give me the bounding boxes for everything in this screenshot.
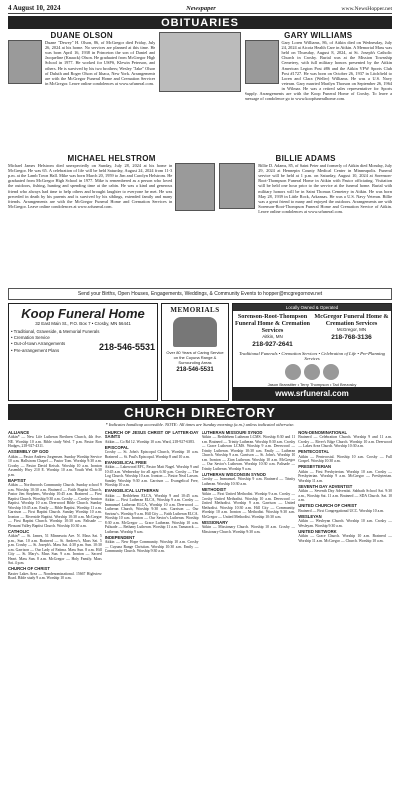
memorials-sub: Over 80 Years of Caring Service on the Cuyuna Range & Surrounding Areas xyxy=(166,350,224,365)
church-directory-banner: CHURCH DIRECTORY xyxy=(8,404,392,420)
obituaries-bottom xyxy=(8,155,392,285)
obituary-blank xyxy=(159,32,240,152)
denomination-heading: BAPTIST xyxy=(8,477,26,483)
church-directory xyxy=(8,429,392,788)
church-column xyxy=(298,429,392,788)
denomination-heading: MISSIONARY xyxy=(201,519,228,525)
denomination-heading: CATHOLIC xyxy=(8,528,30,534)
obituary-text: Billie D. Adams, 85, of Saint Peter and formerly of Aitkin died Monday, July 29, 2024 at Hennepin County Medical Center in Minneapolis. Funeral service will be held at 1 p.m. on Saturday, August 10, 2024 at Sorenson-Root-Thompson Funeral Home in Aitkin with Pastor officiating. Visitation will be held one hour prior to the service at the funeral home. Burial with military honors will be in Saint Thomas Cemetery in Aitkin. He was born May 28, 1939 in Little Rock, Arkansas. He was a U.S. Navy Veteran. Billie was a great friend to many and enjoyed the outdoors. Arrangements are with Sorenson-Root-Thompson Funeral Home and Cremation Service of Aitkin. Leave online condolences at www.srfuneral.com. xyxy=(258,163,392,214)
staff-photo xyxy=(323,364,339,380)
church-listing: Aitkin — Wesleyan Church. Worship 10 a.m. Crosby — Wesleyan. Worship 9:30 a.m. xyxy=(298,519,392,528)
home-name: Sorenson-Root-Thompson Funeral Home & Cremation Services xyxy=(235,313,310,334)
church-note: * Indicates handicap accessible. NOTE: All times are Sunday morning (a.m.) unless indicated otherwise. xyxy=(105,422,295,427)
denomination-heading: PENTECOSTAL xyxy=(298,449,330,454)
church-listing: Aitkin — Bethlehem Lutheran LCMS. Worship 8:30 and 11 a.m. Brainerd — Trinity Lutheran. Worship 8:30 a.m. Crosby — Grace Lutheran LCMS. Worship 9 a.m. Deerwood — Trinity Lutheran. Worship 10:30 a.m. Emily — Lutheran Church. Worship 9 a.m. Garrison — St. John's. Worship 10 a.m. Ironton — Zion Lutheran. Worship 10 a.m. McGregor — Our Savior's Lutheran. Worship 10:30 a.m. Palisade — Trinity Lutheran. Worship 9 a.m. xyxy=(201,435,296,471)
church-column xyxy=(8,429,102,788)
denomination-heading: LUTHERAN WISCONSIN SYNOD xyxy=(201,471,266,477)
church-listing: Brainerd — First Congregational UCC. Worship 10 a.m. xyxy=(298,508,385,513)
denomination-heading: SEVENTH DAY ADVENTIST xyxy=(298,483,353,489)
koop-title: Koop Funeral Home xyxy=(21,306,145,321)
church-listing: Crosby — Immanuel. Worship 9 a.m. Brainerd — Trinity Lutheran. Worship 10:30 a.m. xyxy=(201,477,296,486)
memorials-ad[interactable] xyxy=(161,303,229,401)
denomination-heading: NON-DENOMINATIONAL xyxy=(298,429,348,435)
obituary-text: Duane "Dewey" H. Olson, 86, of McGregor died Friday, July 26, 2024 at his home. No services are planned at this time. He was born April 16, 1938 in Princeton the son of Daniel and Jacqueline (Knaack) Olson. He graduated from McGregor High School in 1977. He worked for USPS, Klewin Peterson, and others. He is survived by his two brothers; Wesley "Jake" Olson of Duluth and Roger Olson of Ithaca, New York. Arrangements are with the McGregor Funeral Home and Cremation Services in McGregor. Leave online condolences at www.srfuneral.com. xyxy=(45,40,156,86)
sorenson-website[interactable]: www.srfuneral.com xyxy=(233,387,391,400)
sorenson-home-right xyxy=(312,311,391,350)
denomination-heading: EVANGELICAL FREE xyxy=(104,459,147,465)
church-listing: Aitkin — Missionary Church. Worship 10 a.m. Crosby — Missionary Church. Worship 9:30 a.m. xyxy=(201,525,296,534)
staff-photo xyxy=(304,364,320,380)
share-news-line: Send your Births, Open Houses, Engagements, Weddings, & Community Events to hopper@mcgregornow.net xyxy=(8,288,392,300)
obituary-olson xyxy=(8,32,155,152)
denomination-heading: CHURCH OF CHRIST xyxy=(8,566,50,571)
church-listing: Baxter Lakes Area — Nondenominational. 15667 Highview Road. Bible study 9 a.m. Worship 10 a.m. xyxy=(8,571,102,580)
koop-services: • Traditional, Graveside, & Memorial Funerals • Cremation Service • Out-of-town Arrangements • Pre-arrangement Plans xyxy=(11,329,100,353)
sorenson-top: Locally Owned & Operated xyxy=(233,304,391,311)
staff-photo xyxy=(285,364,301,380)
obituary-williams xyxy=(245,32,392,152)
church-column xyxy=(105,429,199,788)
funeral-ads xyxy=(8,303,392,401)
denomination-heading: ASSEMBLY OF GOD xyxy=(8,449,49,454)
church-listing: Aitkin — First United Methodist. Worship 9 a.m. Crosby — Crosby United Methodist. Worship 10 a.m. Deerwood — United Methodist. Worship 9 a.m. Garrison — United Methodist. Worship 10:30 a.m. Hill City — Community. Worship 10 a.m. Ironton — Methodist. Worship 9:30 a.m. McGregor — United Methodist. Worship 10:30 a.m. xyxy=(201,492,296,519)
home-city: Aitkin, MN xyxy=(262,334,283,339)
obituary-name: GARY WILLIAMS xyxy=(284,32,353,40)
denomination-heading: WESLEYAN xyxy=(298,513,322,519)
church-listing: Aitkin — Lakewood EFC, Pastor Matt Nagel. Worship 9 and 10:45 a.m. Wednesday for all ages 6:30 p.m. Crosby — The Log Church. Worship 10 a.m. Ironton — Pastor Neal Larson. Sunday Worship 9:30 a.m. Garrison — Evangelical Free, Worship 10 a.m. xyxy=(104,465,199,487)
denomination-heading: ALLIANCE xyxy=(8,429,30,435)
page-header xyxy=(8,4,392,14)
church-listing: Aitkin — Grace Church. Worship 10 a.m. Brainerd — Worship 11 a.m. McGregor — Church. Worship 10 a.m. xyxy=(298,534,392,543)
obituary-photo xyxy=(8,40,42,84)
church-listing: Aitkin — Pentecostal. Worship 10 a.m. Crosby — Full Gospel. Worship 10:30 a.m. xyxy=(298,454,392,463)
obituary-adams xyxy=(219,155,392,285)
home-phone: 218-768-3136 xyxy=(331,334,372,341)
paper-logo: Newspaper xyxy=(186,5,216,12)
home-phone: 218-927-2641 xyxy=(252,341,293,348)
church-listing: Brainerd — Celebration Church. Worship 9 and 11 a.m. Crosby — River's Edge Church. Worship 10 a.m. Deerwood — Lakes Area Church. Worship 10:30 a.m. xyxy=(298,435,392,448)
obituary-name: MICHAEL HELSTROM xyxy=(67,155,156,163)
koop-address: 32 East Main St., P.O. Box 7 • Crosby, MN 56441 xyxy=(35,321,131,326)
obituary-photo-extra xyxy=(159,32,240,92)
denomination-heading: UNITED NETWORK xyxy=(298,528,337,534)
church-listing: Aitkin* — St. James, 51 Minnesota Ave. N. Mass Sat. 5 p.m., Sun. 10 a.m. Brainerd — St. Andrew's, Mass Sat. 5 p.m. Crosby — St. Joseph's. Mass Sat. 4:30 p.m. Sun. 10:30 a.m. Garrison — Our Lady of Fatima. Mass Sun. 8 a.m. Hill City — St. Mary's. Mass Sun. 9 a.m. Ironton — Sacred Heart. Mass Sun. 8 a.m. McGregor — Holy Family. Mass Sat. 4 p.m. xyxy=(8,534,102,565)
denomination-heading: INDEPENDENT xyxy=(104,534,135,540)
denomination-heading: PRESBYTERIAN xyxy=(298,464,332,469)
obituary-photo xyxy=(175,163,215,211)
church-column xyxy=(202,429,296,788)
sorenson-tagline: Traditional Funerals • Cremation Services • Celebration of Life • Pre-Planning Services xyxy=(239,351,385,361)
church-listing: Aitkin — Pastor Andrew Jorgensen. Sunday Worship Service 10 a.m. Hallstrom Chapel — Pastor Tom. Worship 9:30 a.m. Crosby — Pastor David Keisch. Worship 10 a.m. Ironton Assembly Hwy 210 E. Worship 10 a.m. Youth Wed. 6:30 p.m. xyxy=(8,454,102,477)
denomination-heading: UNITED CHURCH OF CHRIST xyxy=(298,503,357,508)
denomination-heading: CHURCH OF JESUS CHRIST OF LATTER-DAY SAINTS xyxy=(104,429,199,439)
headstone-icon xyxy=(173,317,217,347)
denomination-heading: EPISCOPAL xyxy=(104,444,129,450)
church-listing: Aitkin* — New Life Lutheran Brethren Church, 4th Ave. NE. Worship 10 a.m. Bible study Wed. 7 p.m. Pastor Ron Hodges, 218-927-4311. xyxy=(8,435,102,448)
denomination-heading: LUTHERAN MISSOURI SYNOD xyxy=(201,429,263,435)
staff-photos xyxy=(233,362,391,382)
koop-ad[interactable] xyxy=(8,303,158,401)
denomination-heading: METHODIST xyxy=(201,486,227,492)
koop-phone: 218-546-5531 xyxy=(98,341,155,352)
sorenson-home-left xyxy=(233,311,312,350)
denomination-heading: EVANGELICAL LUTHERAN xyxy=(104,488,159,493)
church-listing: Aitkin — Co Rd 12. Worship 10 a.m. Ward, 218-927-6383. xyxy=(104,439,195,444)
memorials-title: MEMORIALS xyxy=(170,306,220,314)
church-listing: Aitkin — New Hope Community. Worship 10 a.m. Crosby — Cuyuna Range Christian. Worship 10:30 a.m. Emily — Community Church. Worship 9:30 a.m. xyxy=(104,540,199,553)
newspaper-page xyxy=(8,4,392,788)
page-date: 4 August 10, 2024 xyxy=(8,4,61,12)
obituaries-banner: OBITUARIES xyxy=(8,16,392,29)
memorials-phone: 218-546-5531 xyxy=(176,367,214,373)
obituary-photo xyxy=(245,40,279,84)
obituary-name: DUANE OLSON xyxy=(50,32,113,40)
sorenson-ad[interactable] xyxy=(232,303,392,401)
obituary-name: BILLIE ADAMS xyxy=(275,155,336,163)
home-name: McGregor Funeral Home & Cremation Services xyxy=(314,313,389,327)
obituary-text: Gary Loren Williams, 86, of Aitkin died on Wednesday, July 24, 2024 at Aicota Health Care in Aitkin. A Memorial Mass was held on Thursday, August 8, 2024, at St. Joseph's Catholic Church in Crosby. Burial was at the Mission Township Cemetery, with full military honors presented by the Aitkin American Legion Post #86 and the Aitkin VFW Sports Club Post #1727. He was born on October 26, 1937 in Litchfield to Loren and Clara (Weller) Williams. He was a U.S. Navy veteran. Gary married Marilyn Thorson on September 26, 1964 in Wilmar. He was a retired sales representative for Sports Supply. Arrangements are with the Koop Funeral Home of Crosby. To leave a message of condolence go to www.koopfuneralhome.com. xyxy=(244,40,392,102)
sorenson-homes xyxy=(233,311,391,350)
obituaries-top xyxy=(8,32,392,152)
home-city: McGregor, MN xyxy=(336,327,367,332)
church-listing: Aitkin — Northwoods Community Church. Sunday school 9 a.m. Worship 10:30 a.m. Brainerd — Faith Baptist Church, Pastor Jim Stephens, Worship 10:45 a.m. Brainerd — First Baptist Church. Worship 9:30 a.m. Crosby — Crosby-Ironton Baptist. Worship 10 a.m. Deerwood Bible Church. Sunday Worship 10:45 a.m. Emily — Bible Baptist. Worship 11 a.m. Garrison — First Baptist Church. Sunday Worship 10 a.m. Ironton — Riverside Baptist. Worship 10:30 a.m. McGregor — First Baptist Church. Worship 10:30 a.m. Palisade — Pleasant Valley Baptist Church. Worship 10:30 a.m. xyxy=(8,483,102,528)
obituary-text: Michael James Helstrom died unexpectedly on Sunday, July 28, 2024 at his home in McGregor. He was 65. A celebration of life will be held Saturday, August 24, 2024 from 11-3 p.m. at the Lamb Town Hall. Mike was born March 20, 1959 to Jim and Carolyn Helstrom. He graduated from McGregor High School in 1977. Mike is remembered as a person who loved the outdoors, fishing, hunting and spending time at the cabin. He was a kind and generous friend who always had time to help others and brought laughter to everyone he met. He was preceded in death by his parents and is survived by his siblings, extended family and many friends. Arrangements are with the McGregor Funeral Home and Cremation Services in McGregor. Leave online condolences at www.srfuneral.com. xyxy=(8,163,173,209)
obituary-helstrom xyxy=(8,155,215,285)
paper-website[interactable]: www.NewsHopper.net xyxy=(341,6,392,12)
staff-names: Jason Branstiter • Terry Thompson • Tad Brezosky xyxy=(267,382,357,387)
obituary-photo xyxy=(219,163,255,209)
church-listing: Aitkin — Bethlehem ELCA, Worship 9 and 10:45 a.m. Aitkin — First Lutheran ELCA, Worship 9 a.m. Crosby — Immanuel Lutheran ELCA, Worship 10 a.m. Deerwood — Lutheran Church, Worship 9:30 a.m. Garrison — Our Saviour's. Worship 9 a.m. Hill City — Faith Lutheran ELCA. Worship 10 a.m. Ironton — Our Savior's Lutheran. Worship 8:30 a.m. McGregor — Grace Lutheran. Worship 10 a.m. Palisade — Bethany Lutheran. Worship 11 a.m. Tamarack — Lutheran. Worship 9 a.m. xyxy=(104,493,199,534)
church-listing: Crosby — St. John's Episcopal Church, Worship 10 a.m. Brainerd — St. Paul's Episcopal. Worship 8 and 10 a.m. xyxy=(104,450,199,459)
church-listing: Aitkin — Seventh Day Adventist. Sabbath School Sat. 9:30 a.m., Worship Sat. 11 a.m. Brainerd — SDA Church. Sat. 10 a.m. xyxy=(298,489,392,502)
church-listing: Aitkin — First Presbyterian. Worship 10 a.m. Crosby — Presbyterian. Worship 9 a.m. McGregor — Presbyterian. Worship 11 a.m. xyxy=(298,469,392,483)
